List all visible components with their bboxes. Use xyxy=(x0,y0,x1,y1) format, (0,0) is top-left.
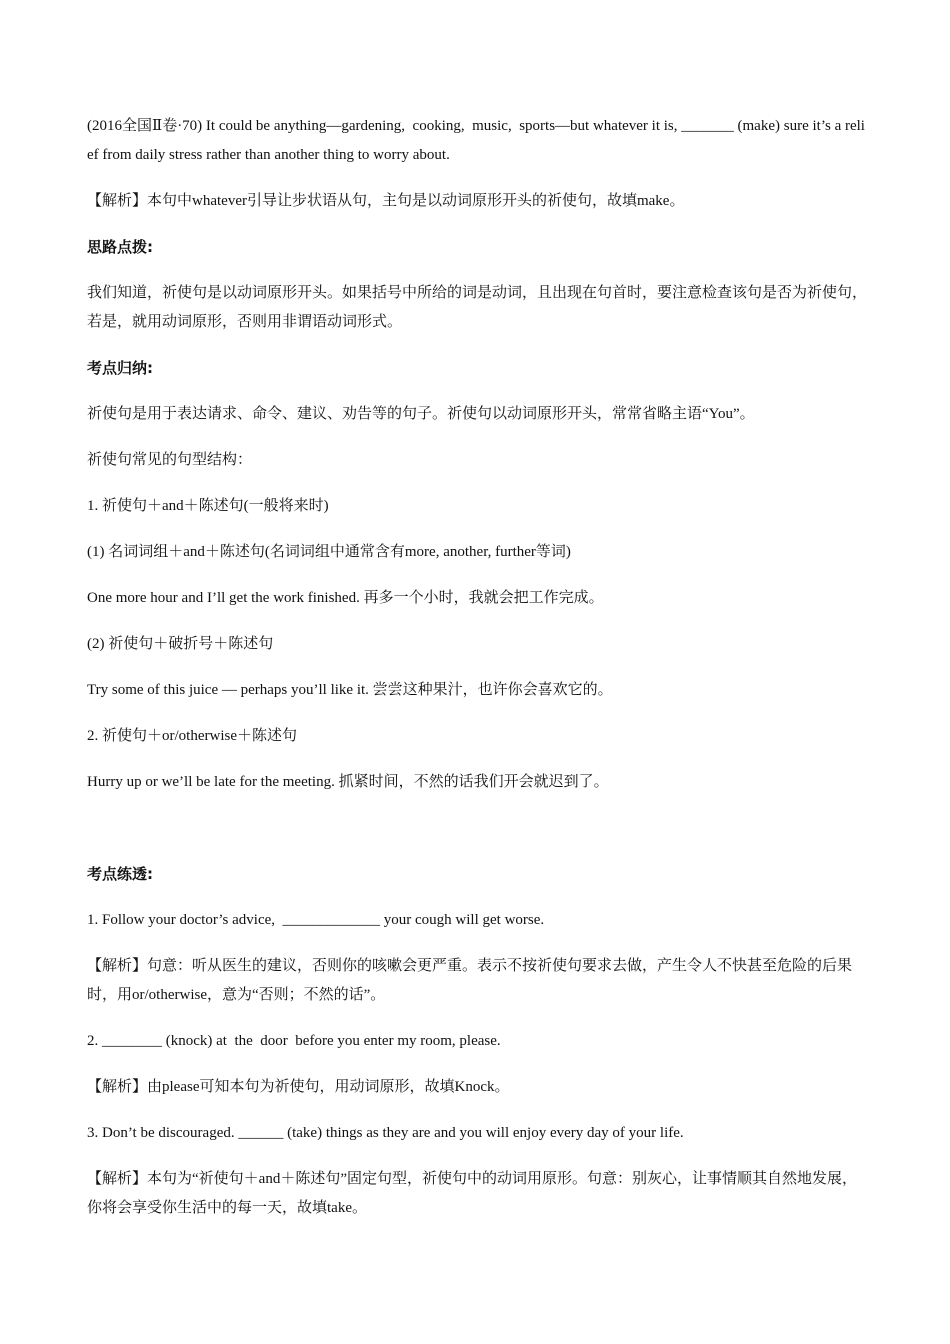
structure-item-2-example: Hurry up or we’ll be late for the meeting. 抓紧时间，不然的话我们开会就迟到了。 xyxy=(87,774,609,790)
structure-item-1-example: One more hour and I’ll get the work finished. 再多一个小时，我就会把工作完成。 xyxy=(87,590,604,606)
practice-question-2: 2. ________ (knock) at the door before you enter my room, please. xyxy=(87,1033,501,1049)
tips-heading: 思路点拨: xyxy=(87,238,153,256)
practice-answer-3: 【解析】本句为“祈使句＋and＋陈述句”固定句型，祈使句中的动词用原形。句意：别灰心，让事情顺其自然地发展，你将会享受你生活中的每一天，故填take。 xyxy=(87,1171,857,1216)
practice-answer-1: 【解析】句意：听从医生的建议，否则你的咳嗽会更严重。表示不按祈使句要求去做，产生令人不快甚至危险的后果时，用or/otherwise，意为“否则；不然的话”。 xyxy=(87,958,853,1003)
structure-item-1: 1. 祈使句＋and＋陈述句(一般将来时) xyxy=(87,498,329,514)
structure-item-1-example2: Try some of this juice — perhaps you’ll like it. 尝尝这种果汁，也许你会喜欢它的。 xyxy=(87,682,613,698)
summary-heading: 考点归纳: xyxy=(87,359,153,377)
practice-heading: 考点练透: xyxy=(87,865,153,883)
section-spacer xyxy=(87,814,867,860)
structure-item-2: 2. 祈使句＋or/otherwise＋陈述句 xyxy=(87,728,297,744)
practice-answer-2: 【解析】由please可知本句为祈使句，用动词原形，故填Knock。 xyxy=(87,1079,510,1095)
practice-question-3: 3. Don’t be discouraged. ______ (take) things as they are and you will enjoy every day of your life. xyxy=(87,1125,684,1141)
intro-question: (2016全国Ⅱ卷·70) It could be anything—gardening, cooking, music, sports—but whatever it is, _______ (make) sure it’s a relief from daily stress rather than another thing to worry about. xyxy=(87,118,865,163)
document-page xyxy=(87,112,867,1240)
summary-structures-title: 祈使句常见的句型结构： xyxy=(87,452,253,468)
tips-text: 我们知道，祈使句是以动词原形开头。如果括号中所给的词是动词，且出现在句首时，要注意检查该句是否为祈使句，若是，就用动词原形，否则用非谓语动词形式。 xyxy=(87,285,868,330)
practice-question-1: 1. Follow your doctor’s advice, _____________ your cough will get worse. xyxy=(87,912,545,928)
structure-item-1-sub2: (2) 祈使句＋破折号＋陈述句 xyxy=(87,636,274,652)
summary-definition: 祈使句是用于表达请求、命令、建议、劝告等的句子。祈使句以动词原形开头，常常省略主语“You”。 xyxy=(87,406,755,422)
intro-analysis: 【解析】本句中whatever引导让步状语从句，主句是以动词原形开头的祈使句，故填make。 xyxy=(87,193,685,209)
structure-item-1-sub: (1) 名词词组＋and＋陈述句(名词词组中通常含有more, another, further等词) xyxy=(87,544,571,560)
